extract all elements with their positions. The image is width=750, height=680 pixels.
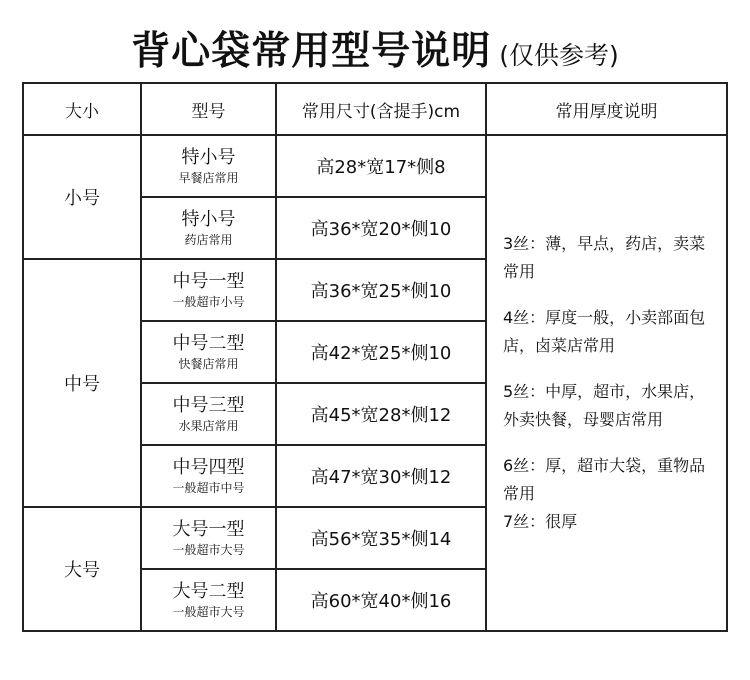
thickness-item: 3丝：薄，早点，药店，卖菜常用	[503, 234, 706, 281]
header-size: 大小	[23, 83, 141, 135]
model-name: 大号二型	[172, 581, 245, 602]
model-name: 中号一型	[172, 271, 245, 292]
model-cell	[141, 383, 276, 445]
size-group-small: 小号	[23, 135, 141, 259]
model-name: 中号四型	[172, 457, 245, 478]
dims-cell: 高56*宽35*侧14	[276, 507, 486, 569]
thickness-item: 7丝：很厚	[503, 512, 578, 531]
dims-cell: 高28*宽17*侧8	[276, 135, 486, 197]
header-dims: 常用尺寸(含提手)cm	[276, 83, 486, 135]
model-cell	[141, 569, 276, 631]
title-note: (仅供参考)	[499, 41, 619, 70]
dims-cell: 高42*宽25*侧10	[276, 321, 486, 383]
header-row	[23, 83, 727, 135]
model-cell	[141, 259, 276, 321]
page-title	[0, 20, 750, 76]
model-cell	[141, 135, 276, 197]
thickness-description	[486, 135, 727, 631]
model-name: 中号三型	[172, 395, 245, 416]
model-note: 一般超市大号	[172, 605, 245, 619]
table-row	[23, 135, 727, 197]
model-note: 快餐店常用	[178, 357, 239, 371]
model-name: 中号二型	[172, 333, 245, 354]
thickness-item: 6丝：厚，超市大袋，重物品常用	[503, 456, 706, 503]
thickness-item: 4丝：厚度一般，小卖部面包店，卤菜店常用	[503, 308, 706, 355]
model-name: 大号一型	[172, 519, 245, 540]
thickness-item: 5丝：中厚，超市，水果店，外卖快餐，母婴店常用	[503, 382, 706, 429]
model-note: 一般超市中号	[172, 481, 245, 495]
model-cell	[141, 321, 276, 383]
title-main: 背心袋常用型号说明	[131, 29, 492, 74]
model-name: 特小号	[181, 209, 236, 230]
header-thickness: 常用厚度说明	[486, 83, 727, 135]
size-group-large: 大号	[23, 507, 141, 631]
dims-cell: 高60*宽40*侧16	[276, 569, 486, 631]
spec-table	[22, 82, 728, 632]
dims-cell: 高45*宽28*侧12	[276, 383, 486, 445]
model-cell	[141, 507, 276, 569]
dims-cell: 高36*宽25*侧10	[276, 259, 486, 321]
model-note: 药店常用	[184, 233, 233, 247]
dims-cell: 高36*宽20*侧10	[276, 197, 486, 259]
model-note: 一般超市小号	[172, 295, 245, 309]
size-group-medium: 中号	[23, 259, 141, 507]
header-model: 型号	[141, 83, 276, 135]
dims-cell: 高47*宽30*侧12	[276, 445, 486, 507]
model-note: 一般超市大号	[172, 543, 245, 557]
model-note: 早餐店常用	[178, 171, 239, 185]
model-cell	[141, 445, 276, 507]
model-note: 水果店常用	[178, 419, 239, 433]
model-name: 特小号	[181, 147, 236, 168]
model-cell	[141, 197, 276, 259]
